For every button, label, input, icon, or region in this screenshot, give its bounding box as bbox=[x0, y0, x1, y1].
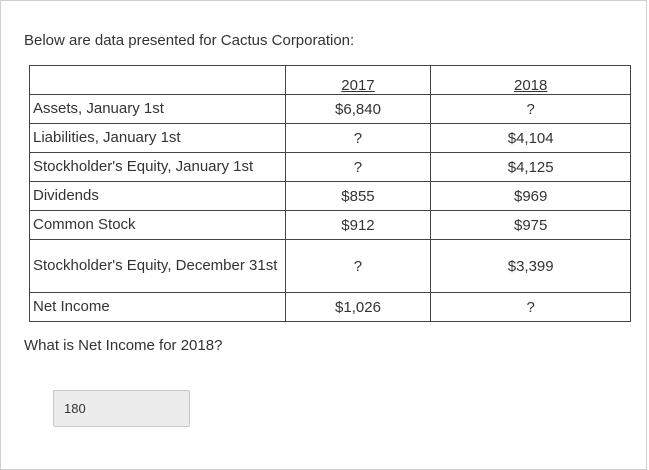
row-label: Liabilities, January 1st bbox=[30, 124, 286, 153]
row-label: Stockholder's Equity, December 31st bbox=[30, 240, 286, 293]
table-header-empty bbox=[30, 66, 286, 95]
cell-2017: ? bbox=[285, 124, 431, 153]
cell-2018: $4,125 bbox=[431, 153, 631, 182]
intro-text: Below are data presented for Cactus Corporation: bbox=[24, 32, 355, 49]
cell-2018: $975 bbox=[431, 211, 631, 240]
table-header-row bbox=[30, 66, 631, 95]
cell-2018: $4,104 bbox=[431, 124, 631, 153]
cell-2017: ? bbox=[285, 153, 431, 182]
cell-2017: $1,026 bbox=[285, 293, 431, 322]
table-row bbox=[30, 124, 631, 153]
table-row bbox=[30, 240, 631, 293]
cell-2018: ? bbox=[431, 293, 631, 322]
question-text: What is Net Income for 2018? bbox=[24, 337, 223, 354]
table-row bbox=[30, 95, 631, 124]
answer-input[interactable]: 180 bbox=[53, 390, 190, 427]
table-header-2017: 2017 bbox=[285, 66, 431, 95]
table-row bbox=[30, 293, 631, 322]
table-header-2018: 2018 bbox=[431, 66, 631, 95]
data-table bbox=[29, 65, 631, 322]
row-label: Assets, January 1st bbox=[30, 95, 286, 124]
cell-2017: ? bbox=[285, 240, 431, 293]
table-row bbox=[30, 182, 631, 211]
cell-2018: $3,399 bbox=[431, 240, 631, 293]
row-label: Net Income bbox=[30, 293, 286, 322]
cell-2018: $969 bbox=[431, 182, 631, 211]
table-row bbox=[30, 211, 631, 240]
table-row bbox=[30, 153, 631, 182]
row-label: Common Stock bbox=[30, 211, 286, 240]
cell-2017: $855 bbox=[285, 182, 431, 211]
cell-2017: $912 bbox=[285, 211, 431, 240]
cell-2017: $6,840 bbox=[285, 95, 431, 124]
row-label: Stockholder's Equity, January 1st bbox=[30, 153, 286, 182]
row-label: Dividends bbox=[30, 182, 286, 211]
cell-2018: ? bbox=[431, 95, 631, 124]
